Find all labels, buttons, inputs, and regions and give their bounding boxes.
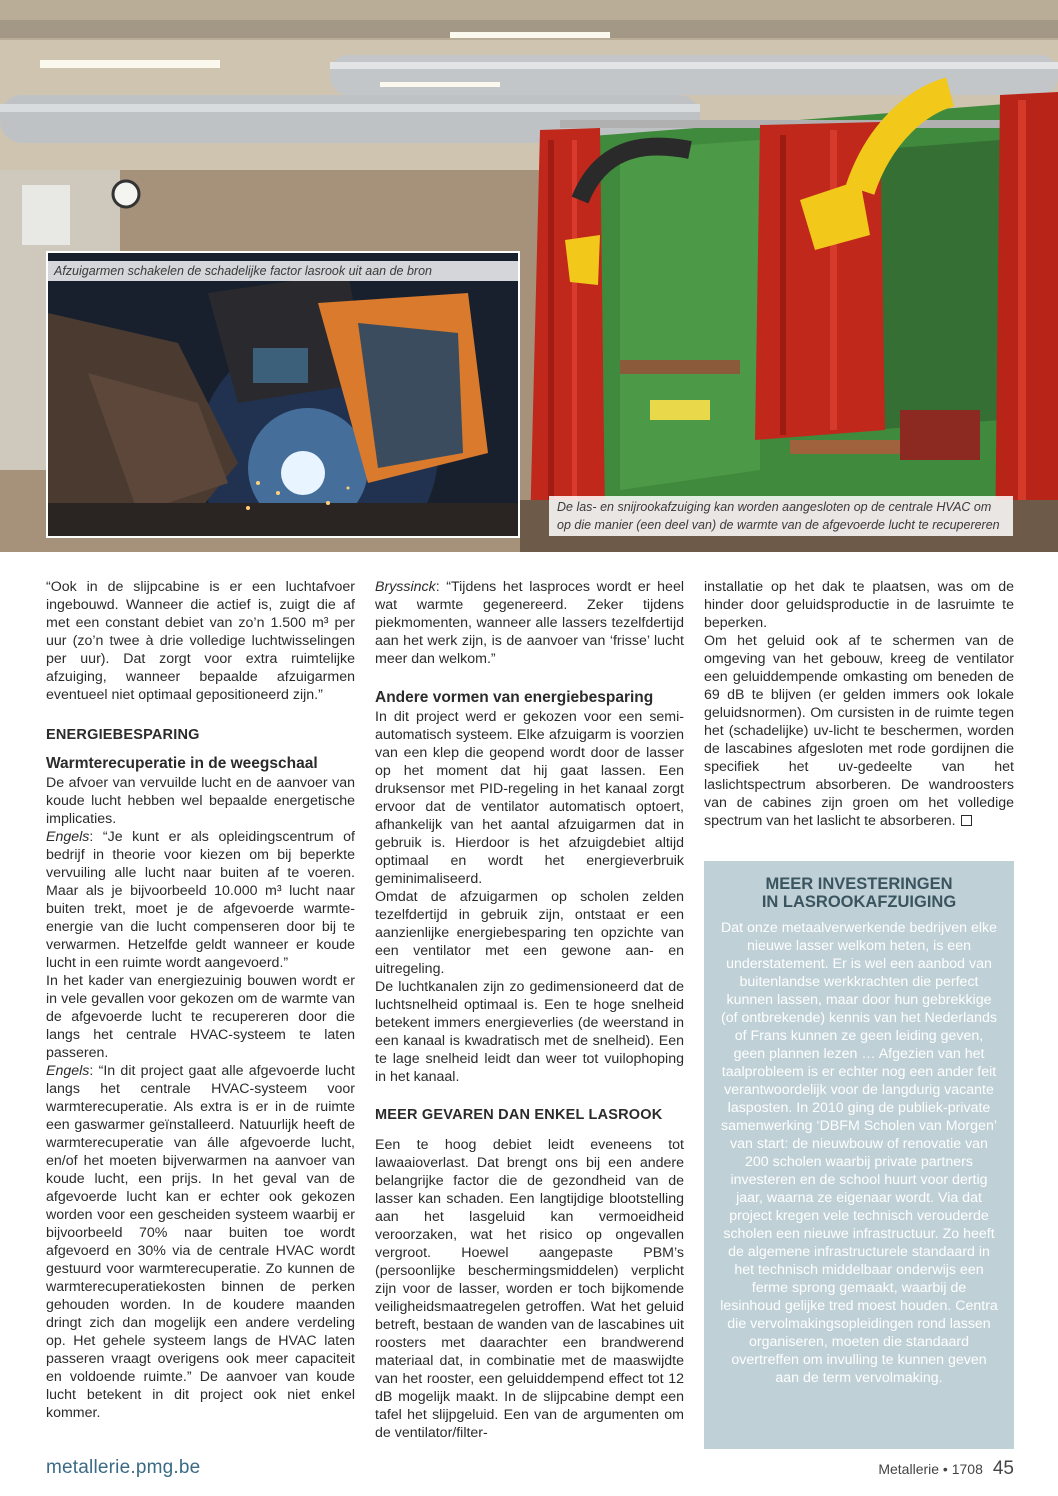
subheading: Andere vormen van energiebesparing bbox=[375, 689, 654, 706]
end-of-article-icon bbox=[961, 815, 972, 826]
sidebar-text: Dat onze metaalverwerkende bedrijven elke nieuwe lasser welkom heten, is een understatement. Er is wel een aanbod van buitenlandse werkkrachten die perfect kunnen lassen, maar door hun gebrekkige (of ontbrekende) kennis van het Nederlands of Frans kunnen ze geen leiding geven, geen plannen lezen … Afgezien van het taalprobleem is er echter nog een ander feit verantwoordelijk voor de langdurig vacante lasposten. In 2010 ging de publiek-private samenwerking ‘DBFM Scholen van Morgen’ van start: de nieuwbouw of renovatie van 200 scholen waarbij private partners investeren en de school huurt voor dertig jaar, waarna ze eigenaar wordt. Via dat project kregen vele technisch verouderde scholen een nieuwe infrastructuur. Zo heeft de algemene infrastructurele standaard in het technisch middelbaar onderwijs een ferme sprong gemaakt, waarbij de lesinhoud gelijke tred moest houden. Centra die vervolmakingsopleidingen rond lassen organiseren, moeten die standaard overtreffen om invulling te kunnen geven aan de term vervolmaking. bbox=[720, 920, 998, 1386]
welder-illustration bbox=[48, 253, 518, 536]
welding-inset-photo bbox=[46, 251, 520, 538]
sidebar-title-line: MEER INVESTERINGEN bbox=[765, 875, 953, 893]
article-column-3 bbox=[704, 578, 1014, 830]
subheading: Warmterecuperatie in de weegschaal bbox=[46, 755, 318, 772]
photo-caption: De las- en snijrookafzuiging kan worden aangesloten op de centrale HVAC om op die manier (een deel van) de warmte van de afgevoerde lucht te recupereren bbox=[549, 496, 1013, 536]
website-link[interactable]: metallerie.pmg.be bbox=[46, 1457, 201, 1478]
paragraph: Omdat de afzuigarmen op scholen zelden tezelfdertijd in gebruik zijn, ontstaat er een aanzienlijke energiebesparing ten opzichte van een ventilator met een gewone aan- en uitregeling. bbox=[375, 889, 684, 977]
quote-paragraph bbox=[46, 828, 355, 972]
workshop-photo bbox=[0, 0, 1058, 552]
speaker-name: Engels bbox=[46, 1063, 90, 1079]
page-footer bbox=[878, 1458, 1014, 1480]
speaker-name: Bryssinck bbox=[375, 579, 436, 595]
paragraph: De afvoer van vervuilde lucht en de aanvoer van koude lucht hebben wel bepaalde energetische implicaties. bbox=[46, 775, 355, 827]
quote-paragraph bbox=[375, 578, 684, 668]
paragraph: In het kader van energiezuinig bouwen wordt er in vele gevallen voor gekozen om de warmte van de afgevoerde lucht te recupereren door die langs het centrale HVAC-systeem te laten passeren. bbox=[46, 973, 355, 1061]
article-column-2 bbox=[375, 578, 684, 1442]
quote-paragraph bbox=[46, 1062, 355, 1422]
section-heading: MEER GEVAREN DAN ENKEL LASROOK bbox=[375, 1107, 663, 1123]
quote-text: : “Tijdens het lasproces wordt er heel wat warmte gegenereerd. Zeker tijdens piekmomenten, wanneer alle lassers tezelfdertijd aan het werk zijn, is de aanvoer van ‘frisse’ lucht meer dan welkom.” bbox=[375, 579, 684, 667]
paragraph bbox=[704, 632, 1014, 830]
section-heading: ENERGIEBESPARING bbox=[46, 727, 200, 743]
paragraph-text: Om het geluid ook af te schermen van de omgeving van het gebouw, kreeg de ventilator een geluiddempende omkasting om beneden de 69 dB te blijven (er gelden immers ook lokale geluidsnormen). Om cursisten in de ruimte tegen het (schadelijke) uv-licht te beschermen, worden de lascabines afgesloten met rode gordijnen die specifiek het uv-gedeelte van het laslichtspectrum absorberen. De wandroosters van de cabines zijn groen om het volledige spectrum van het laslicht te absorberen. bbox=[704, 633, 1014, 829]
magazine-issue: Metallerie • 1708 bbox=[878, 1461, 983, 1477]
speaker-name: Engels bbox=[46, 829, 90, 845]
quote-text: : “In dit project gaat alle afgevoerde lucht langs het centrale HVAC-systeem voor warmterecuperatie. Als extra is er in de ruimte een gaswarmer geïnstalleerd. Natuurlijk heeft de warmterecuperatie van álle afgevoerde lucht, en/of het moeten bijverwarmen na aanvoer van koude lucht, een prijs. In het geval van de afgevoerde lucht kan er echter ook gekozen worden voor een gescheiden systeem waarbij er bijvoorbeeld 70% naar buiten toe wordt afgevoerd en 30% via de centrale HVAC wordt gestuurd voor warmterecuperatie. Zo kunnen de warmterecuperatiekosten binnen de perken gehouden worden. In de koudere maanden dringt zich dan mogelijk een andere verdeling op. Het gehele systeem langs de HVAC laten passeren vraagt overigens ook meer capaciteit en voldoende ruimte.” De aanvoer van koude lucht betekent in dit project ook niet enkel kommer. bbox=[46, 1063, 355, 1421]
sidebar-title bbox=[720, 875, 998, 911]
paragraph: installatie op het dak te plaatsen, was om de hinder door geluidsproductie in de lasruimte te beperken. bbox=[704, 579, 1014, 631]
quote-text: : “Je kunt er als opleidingscentrum of bedrijf in theorie voor kiezen om bij beperkte vervuiling alle lucht naar buiten af te voeren. Maar als je bijvoorbeeld 10.000 m³ lucht naar buiten trekt, moet je de afgevoerde warmte-energie van die lucht compenseren door bij te verwarmen. Hetzelfde geldt wanneer er koude lucht in een ruimte wordt aangevoerd.” bbox=[46, 829, 355, 971]
paragraph: De luchtkanalen zijn zo gedimensioneerd dat de luchtsnelheid optimaal is. Een te hoge snelheid betekent immers energieverlies (de weerstand in een kanaal is kwadratisch met de snelheid). Een te lage snelheid leidt dan weer tot vuilophoping in het kanaal. bbox=[375, 979, 684, 1085]
sidebar-box bbox=[704, 861, 1014, 1449]
paragraph: In dit project werd er gekozen voor een semi-automatisch systeem. Elke afzuigarm is voorzien van een klep die geopend wordt door de lasser op het moment dat hij gaat lassen. Een druksensor met PID-regeling in het kanaal zorgt ervoor dat de ventilator automatisch optoert, afhankelijk van het aantal afzuigarmen dat in gebruik is. Hierdoor is het afzuigdebiet altijd optimaal en wordt het energieverbruik geminimaliseerd. bbox=[375, 709, 684, 887]
inset-caption: Afzuigarmen schakelen de schadelijke factor lasrook uit aan de bron bbox=[48, 261, 518, 281]
page-number: 45 bbox=[992, 1458, 1014, 1479]
sidebar-title-line: IN LASROOKAFZUIGING bbox=[761, 893, 957, 911]
paragraph: Een te hoog debiet leidt eveneens tot lawaaioverlast. Dat brengt ons bij een andere belangrijke factor die de gezondheid van de lasser kan schaden. Een langtijdige blootstelling aan het lasgeluid kan vermoeidheid veroorzaken, wat het risico op ongevallen vergroot. Hoewel aangepaste PBM’s (persoonlijke beschermingsmiddelen) verplicht zijn voor de lasser, worden er toch bijkomende veiligheidsmaatregelen getroffen. Wat het geluid betreft, bestaan de wanden van de lascabines uit roosters met daarachter een brandwerend materiaal dat, in combinatie met de maaswijdte van het rooster, een geluiddempend effect tot 12 dB mogelijk maakt. In de slijpcabine dempt een tafel het slijpgeluid. Een van de argumenten om de ventilator/filter- bbox=[375, 1137, 684, 1441]
article-column-1 bbox=[46, 578, 355, 1422]
paragraph: “Ook in de slijpcabine is er een luchtafvoer ingebouwd. Wanneer die actief is, zuigt die af met een constant debiet van zo’n 1.500 m³ per uur (zo’n twee à drie volledige luchtwisselingen per uur). Dat zorgt voor extra ruimtelijke afzuiging, wanneer bepaalde afzuigarmen eventueel niet optimaal gepositioneerd zijn.” bbox=[46, 579, 355, 703]
